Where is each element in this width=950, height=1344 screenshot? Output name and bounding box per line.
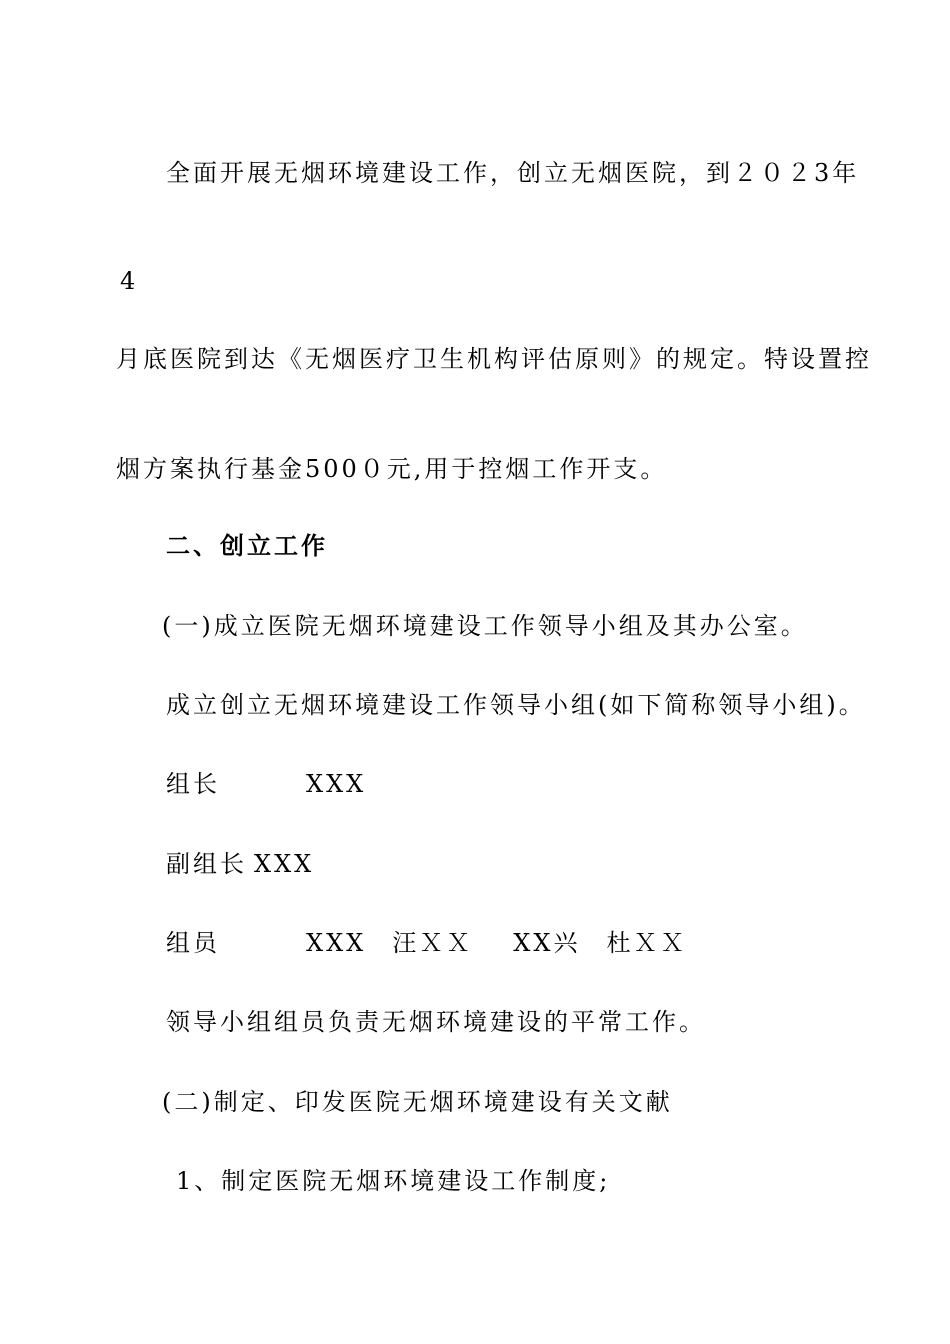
member-name: 汪ＸＸ xyxy=(392,929,474,957)
paragraph-standard: 月底医院到达《无烟医疗卫生机构评估原则》的规定。特设置控 xyxy=(116,345,872,373)
paragraph-duty: 领导小组组员负责无烟环境建设的平常工作。 xyxy=(166,1008,706,1036)
deputy-row xyxy=(166,848,314,880)
list-item-work-system: 1、制定医院无烟环境建设工作制度; xyxy=(176,1167,611,1195)
deputy-label: 副组长 xyxy=(166,850,247,878)
member-name: 杜ＸＸ xyxy=(606,929,688,957)
section-heading-creation-work: 二、创立工作 xyxy=(166,531,328,560)
deputy-value: XXX xyxy=(254,850,315,878)
member-name: XX兴 xyxy=(513,929,581,957)
paragraph-leadership-group: 成立创立无烟环境建设工作领导小组(如下简称领导小组)。 xyxy=(166,691,866,719)
paragraph-goal: 全面开展无烟环境建设工作，创立无烟医院，到２０２3年 xyxy=(166,159,860,187)
members-label: 组员 xyxy=(166,929,220,957)
paragraph-fund: 烟方案执行基金500０元,用于控烟工作开支。 xyxy=(116,455,668,483)
leader-row xyxy=(166,768,366,800)
member-name: XXX xyxy=(306,929,367,957)
subsection-heading-documents: (二)制定、印发医院无烟环境建设有关文献 xyxy=(162,1088,673,1116)
members-row xyxy=(166,927,687,959)
subsection-heading-leadership-group: (一)成立医院无烟环境建设工作领导小组及其办公室。 xyxy=(162,612,808,640)
leader-value: XXX xyxy=(306,770,367,798)
paragraph-month-number: 4 xyxy=(120,267,136,295)
leader-label: 组长 xyxy=(166,770,220,798)
